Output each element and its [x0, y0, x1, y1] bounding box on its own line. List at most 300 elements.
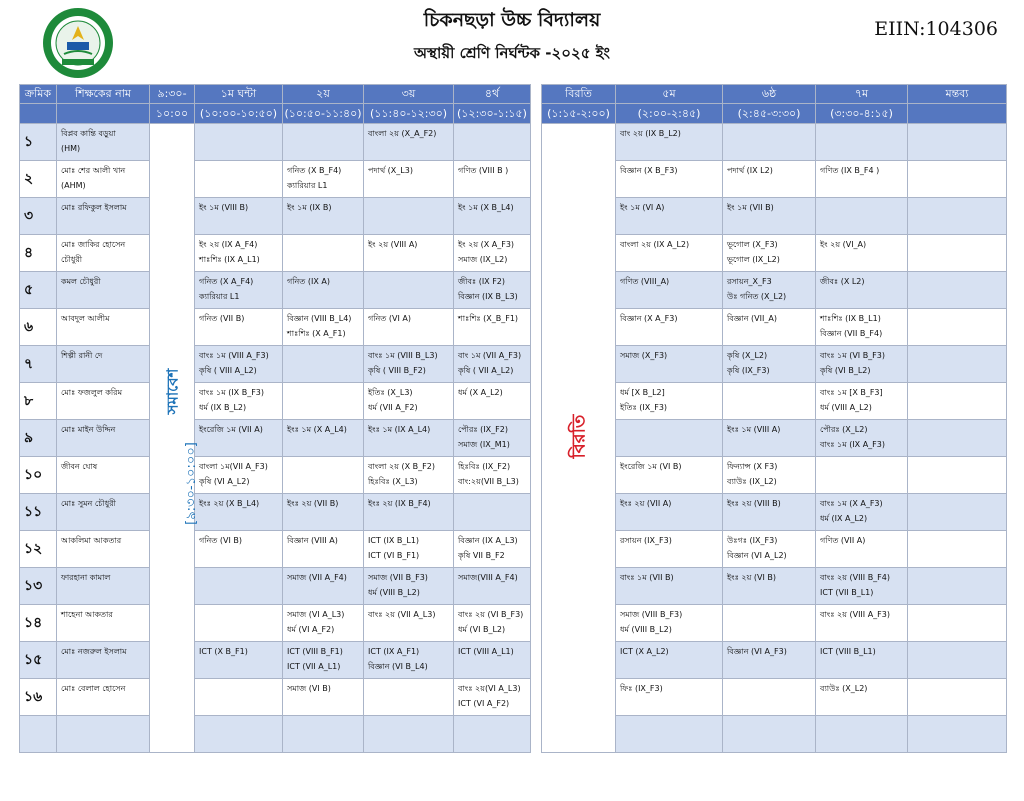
cell-line: পৌরঃ (IX_F2)	[458, 425, 508, 434]
period-cell-p5	[616, 272, 723, 309]
period-cell-p6	[723, 198, 816, 235]
period-cell-p2	[283, 457, 364, 494]
cell-line: ভূগোল (X_F3)	[727, 240, 778, 249]
cell-line: বিজ্ঞান (VI A_F3)	[727, 647, 787, 656]
teacher-name-cell	[57, 568, 150, 605]
period-cell-p1	[195, 568, 283, 605]
remarks-cell	[908, 457, 1007, 494]
period-cell-p2	[283, 161, 364, 198]
header-period-1-time: (১০:০০-১০:৫০)	[195, 104, 283, 124]
period-cell-p1	[195, 642, 283, 679]
header-remarks: মন্তব্য	[908, 85, 1007, 104]
period-cell-p3	[364, 235, 454, 272]
serial-cell: ১০	[20, 457, 57, 494]
teacher-name-cell	[57, 642, 150, 679]
cell-line: ইং ২য় (VI_A)	[820, 240, 867, 249]
cell-line: বাং:২য়(VII B_L3)	[458, 477, 519, 486]
header-serial: ক্রমিক	[20, 85, 57, 104]
cell-line: গনিত (X B_F4)	[287, 166, 342, 175]
cell-line: ধর্ম (VIII B_L2)	[368, 588, 420, 597]
cell-line: ICT (X B_F1)	[199, 647, 248, 656]
cell-line: ইং ২য় (VIII A)	[368, 240, 418, 249]
cell-line: গনিত (VI A)	[368, 314, 411, 323]
period-cell-p5	[616, 679, 723, 716]
teacher-name-cell	[57, 531, 150, 568]
teacher-name-cell	[57, 346, 150, 383]
serial-cell: ৮	[20, 383, 57, 420]
period-cell-p4	[454, 161, 531, 198]
serial-cell: ৬	[20, 309, 57, 346]
period-cell-p4	[454, 457, 531, 494]
remarks-cell	[908, 716, 1007, 753]
period-cell-p5	[616, 383, 723, 420]
cell-line: ইং ১ম (VI A)	[620, 203, 665, 212]
period-cell-p1	[195, 457, 283, 494]
table-row	[20, 457, 531, 494]
cell-line: রসায়ন_X_F3	[727, 277, 772, 286]
teacher-name-cell	[57, 605, 150, 642]
cell-line: কৃষি ( VII A_L2)	[458, 366, 514, 375]
period-cell-p4	[454, 568, 531, 605]
cell-line: মোঃ জাকির হোসেন	[61, 240, 126, 249]
cell-line: কৃষি (VI B_L2)	[820, 366, 871, 375]
header-serial-blank	[20, 104, 57, 124]
remarks-cell	[908, 494, 1007, 531]
serial-cell: ১৪	[20, 605, 57, 642]
period-cell-p2	[283, 420, 364, 457]
table-row	[20, 309, 531, 346]
cell-line: (HM)	[61, 144, 81, 153]
cell-line: উঃ গনিত (X_L2)	[727, 292, 787, 301]
cell-line: শাঃশিঃ (IX A_L1)	[199, 255, 260, 264]
period-cell-p4	[454, 309, 531, 346]
period-cell-p5	[616, 642, 723, 679]
cell-line: বাংলা ২য় (IX A_L2)	[620, 240, 690, 249]
period-cell-p7	[816, 494, 908, 531]
cell-line: ICT (VIII B_F1)	[287, 647, 343, 656]
cell-line: ICT (IX B_L1)	[368, 536, 420, 545]
period-cell-p2	[283, 235, 364, 272]
period-cell-p3	[364, 568, 454, 605]
cell-line: ইংঃ ২য় (VII B)	[287, 499, 339, 508]
teacher-name-cell	[57, 198, 150, 235]
cell-line: ICT (VI B_F1)	[368, 551, 420, 560]
cell-line: সমাজ (VII B_F3)	[368, 573, 428, 582]
cell-line: ইংঃ ২য় (VI B)	[727, 573, 776, 582]
period-cell-p4	[454, 198, 531, 235]
header-period-7-time: (৩:৩০-৪:১৫)	[816, 104, 908, 124]
period-cell-p5	[616, 457, 723, 494]
period-cell-p4	[454, 235, 531, 272]
cell-line: শাহেনা আকতার	[61, 610, 113, 619]
teacher-name-cell	[57, 383, 150, 420]
cell-line: শাঃশিঃ (IX B_L1)	[820, 314, 881, 323]
cell-line: বাংঃ ২য় (VIII B_F4)	[820, 573, 890, 582]
header-break: বিরতি	[542, 85, 616, 104]
routine-table-left	[19, 84, 531, 753]
cell-line: ধর্ম (IX A_L2)	[820, 514, 868, 523]
period-cell-p3	[364, 309, 454, 346]
cell-line: বাং ২য় (IX B_L2)	[620, 129, 681, 138]
period-cell-p7	[816, 716, 908, 753]
cell-line: ইতিঃ (X_L3)	[368, 388, 413, 397]
teacher-name-cell	[57, 457, 150, 494]
cell-line: বাংঃ ১ম (VI B_F3)	[820, 351, 885, 360]
cell-line: পদার্থ (X_L3)	[368, 166, 413, 175]
eiin-number: EIIN:104306	[874, 18, 998, 40]
serial-cell	[20, 716, 57, 753]
cell-line: বাংঃ ১ম (VIII B_L3)	[368, 351, 438, 360]
cell-line: ক্যারিয়ার L1	[199, 292, 240, 301]
cell-line: মোঃ নজরুল ইসলাম	[61, 647, 127, 656]
cell-line: বাংলা ১ম(VII A_F3)	[199, 462, 268, 471]
table-row	[20, 198, 531, 235]
cell-line: আকলিমা আকতার	[61, 536, 122, 545]
teacher-name-cell	[57, 272, 150, 309]
serial-cell: ৫	[20, 272, 57, 309]
period-cell-p2	[283, 494, 364, 531]
serial-cell: ৯	[20, 420, 57, 457]
cell-line: ইং ১ম (VIII B)	[199, 203, 249, 212]
period-cell-p4	[454, 531, 531, 568]
period-cell-p4	[454, 716, 531, 753]
serial-cell: ১২	[20, 531, 57, 568]
cell-line: জীবঃ (IX F2)	[458, 277, 506, 286]
cell-line: ধর্ম (VI A_F2)	[287, 625, 335, 634]
period-cell-p4	[454, 494, 531, 531]
cell-line: (AHM)	[61, 181, 86, 190]
header-teacher-blank	[57, 104, 150, 124]
period-cell-p5	[616, 346, 723, 383]
cell-line: কৃষি (X_L2)	[727, 351, 768, 360]
period-cell-p4	[454, 272, 531, 309]
cell-line: কৃষি (VI A_L2)	[199, 477, 250, 486]
period-cell-p5	[616, 161, 723, 198]
cell-line: বাংলা ২য় (X B_F2)	[368, 462, 435, 471]
period-cell-p2	[283, 716, 364, 753]
remarks-cell	[908, 309, 1007, 346]
period-cell-p4	[454, 124, 531, 161]
cell-line: ইংঃ ২য় (X B_L4)	[199, 499, 260, 508]
cell-line: হিঃবিঃ (IX_F2)	[458, 462, 511, 471]
remarks-cell	[908, 531, 1007, 568]
period-cell-p3	[364, 420, 454, 457]
period-cell-p6	[723, 346, 816, 383]
cell-line: ইতিঃ (IX_F3)	[620, 403, 668, 412]
cell-line: বিজ্ঞান (X A_F3)	[620, 314, 678, 323]
cell-line: ইংঃ ২য় (IX B_F4)	[368, 499, 431, 508]
table-row	[542, 124, 1007, 161]
teacher-name-cell	[57, 494, 150, 531]
period-cell-p7	[816, 568, 908, 605]
period-cell-p1	[195, 494, 283, 531]
cell-line: বিজ্ঞান (VI B_L4)	[368, 662, 428, 671]
cell-line: সমাজ (VIII B_F3)	[620, 610, 683, 619]
table-row	[20, 494, 531, 531]
cell-line: গনিত (VI B)	[199, 536, 242, 545]
teacher-name-cell	[57, 679, 150, 716]
period-cell-p3	[364, 605, 454, 642]
cell-line: গণিত (IX B_F4 )	[820, 166, 880, 175]
cell-line: শিল্পী রানী দে	[61, 351, 103, 360]
serial-cell: ১১	[20, 494, 57, 531]
serial-cell: ১	[20, 124, 57, 161]
period-cell-p7	[816, 272, 908, 309]
cell-line: চৌধুরী	[61, 255, 83, 264]
table-row	[20, 124, 531, 161]
period-cell-p7	[816, 346, 908, 383]
period-cell-p5	[616, 494, 723, 531]
table-row	[20, 605, 531, 642]
cell-line: ধর্ম (VIII A_L2)	[820, 403, 872, 412]
cell-line: গনিত (IX A)	[287, 277, 330, 286]
cell-line: সমাজ (VII A_F4)	[287, 573, 347, 582]
period-cell-p3	[364, 531, 454, 568]
period-cell-p1	[195, 198, 283, 235]
cell-line: বিজ্ঞান (VII B_F4)	[820, 329, 883, 338]
period-cell-p6	[723, 235, 816, 272]
period-cell-p2	[283, 198, 364, 235]
remarks-cell	[908, 679, 1007, 716]
break-cell	[542, 124, 616, 753]
cell-line: ক্যারিয়ার L1	[287, 181, 328, 190]
period-cell-p1	[195, 420, 283, 457]
cell-line: ব্যাউঃ (IX_L2)	[727, 477, 777, 486]
cell-line: ইং ১ম (X B_L4)	[458, 203, 514, 212]
cell-line: বাংঃ ১ম (X A_F3)	[820, 499, 883, 508]
period-cell-p3	[364, 346, 454, 383]
cell-line: বাংঃ ১ম [X B_F3]	[820, 388, 883, 397]
cell-line: সমাজ (X_F3)	[620, 351, 668, 360]
period-cell-p2	[283, 568, 364, 605]
period-cell-p7	[816, 420, 908, 457]
cell-line: ইংরেজি ১ম (VII A)	[199, 425, 263, 434]
table-row	[20, 420, 531, 457]
cell-line: বাংঃ ১ম (IX A_F3)	[820, 440, 885, 449]
period-cell-p3	[364, 716, 454, 753]
cell-line: শাঃশিঃ (X_B_F1)	[458, 314, 519, 323]
period-cell-p1	[195, 383, 283, 420]
cell-line: পৌরঃ (X_L2)	[820, 425, 868, 434]
cell-line: কৃষি ( VIII A_L2)	[199, 366, 257, 375]
header-remarks-blank	[908, 104, 1007, 124]
period-cell-p6	[723, 124, 816, 161]
remarks-cell	[908, 235, 1007, 272]
cell-line: ফিঃ (IX_F3)	[620, 684, 663, 693]
cell-line: ইং ১ম (VII B)	[727, 203, 774, 212]
table-row	[20, 642, 531, 679]
serial-cell: ২	[20, 161, 57, 198]
cell-line: ICT (VIII A_L1)	[458, 647, 514, 656]
period-cell-p3	[364, 124, 454, 161]
cell-line: ইং ১ম (IX B)	[287, 203, 332, 212]
period-cell-p7	[816, 531, 908, 568]
period-cell-p3	[364, 642, 454, 679]
period-cell-p6	[723, 716, 816, 753]
cell-line: কমল চৌধুরী	[61, 277, 101, 286]
period-cell-p1	[195, 346, 283, 383]
table-row	[20, 161, 531, 198]
header-period-3-time: (১১:৪০-১২:৩০)	[364, 104, 454, 124]
table-row	[20, 568, 531, 605]
serial-cell: ১৫	[20, 642, 57, 679]
school-name: চিকনছড়া উচ্চ বিদ্যালয়	[423, 9, 601, 31]
routine-subtitle: অস্থায়ী শ্রেণি নির্ঘন্টক -২০২৫ ইং	[414, 44, 610, 62]
period-cell-p2	[283, 642, 364, 679]
cell-line: ধর্ম (VIII B_L2)	[620, 625, 672, 634]
cell-line: ইংরেজি ১ম (VI B)	[620, 462, 682, 471]
period-cell-p4	[454, 605, 531, 642]
cell-line: বাংঃ ১ম (VIII A_F3)	[199, 351, 269, 360]
cell-line: গণিত (VII A)	[820, 536, 866, 545]
period-cell-p5	[616, 531, 723, 568]
cell-line: গনিত (X A_F4)	[199, 277, 254, 286]
cell-line: পদার্থ (IX L2)	[727, 166, 773, 175]
period-cell-p7	[816, 605, 908, 642]
cell-line: বিপ্লব কান্তি বড়ুয়া	[61, 129, 116, 138]
cell-line: ধর্ম (VI B_L2)	[458, 625, 506, 634]
period-cell-p4	[454, 420, 531, 457]
cell-line: সমাজ (IX_M1)	[458, 440, 510, 449]
period-cell-p4	[454, 642, 531, 679]
cell-line: বিজ্ঞান (VII_A)	[727, 314, 777, 323]
serial-cell: ১৬	[20, 679, 57, 716]
period-cell-p7	[816, 124, 908, 161]
cell-line: মোঃ মাইন উদ্দিন	[61, 425, 116, 434]
period-cell-p7	[816, 642, 908, 679]
teacher-name-cell	[57, 161, 150, 198]
period-cell-p2	[283, 383, 364, 420]
table-row	[20, 272, 531, 309]
cell-line: ইংঃ ১ম (X A_L4)	[287, 425, 347, 434]
cell-line: গনিত (VII B)	[199, 314, 245, 323]
teacher-name-cell	[57, 235, 150, 272]
header-period-5-time: (২:০০-২:৪৫)	[616, 104, 723, 124]
cell-line: ইংঃ ২য় (VII A)	[620, 499, 672, 508]
header-break-time: (১:১৫-২:০০)	[542, 104, 616, 124]
remarks-cell	[908, 124, 1007, 161]
remarks-cell	[908, 420, 1007, 457]
cell-line: মোঃ ফজলুল করিম	[61, 388, 123, 397]
period-cell-p4	[454, 383, 531, 420]
period-cell-p5	[616, 716, 723, 753]
cell-line: ICT (VIII B_L1)	[820, 647, 876, 656]
header-teacher: শিক্ষকের নাম	[57, 85, 150, 104]
period-cell-p2	[283, 309, 364, 346]
period-cell-p1	[195, 531, 283, 568]
teacher-name-cell	[57, 716, 150, 753]
period-cell-p1	[195, 124, 283, 161]
period-cell-p5	[616, 309, 723, 346]
routine-table-right	[541, 84, 1007, 753]
period-cell-p1	[195, 716, 283, 753]
cell-line: বাংলা ২য় (X_A_F2)	[368, 129, 437, 138]
period-cell-p7	[816, 309, 908, 346]
cell-line: গণিত (VIII_A)	[620, 277, 670, 286]
period-cell-p2	[283, 679, 364, 716]
cell-line: মোঃ বেলাল হোসেন	[61, 684, 126, 693]
remarks-cell	[908, 346, 1007, 383]
cell-line: জীবন ঘোষ	[61, 462, 98, 471]
period-cell-p6	[723, 568, 816, 605]
period-cell-p3	[364, 272, 454, 309]
cell-line: ফিন্যান্স (X F3)	[727, 462, 778, 471]
table-row	[20, 531, 531, 568]
period-cell-p3	[364, 494, 454, 531]
cell-line: ফারহানা কামাল	[61, 573, 111, 582]
header-period-3: ৩য়	[364, 85, 454, 104]
cell-line: বিজ্ঞান (IX A_L3)	[458, 536, 518, 545]
header-period-1: ১ম ঘন্টা	[195, 85, 283, 104]
cell-line: ICT (VII A_L1)	[287, 662, 341, 671]
header-period-5: ৫ম	[616, 85, 723, 104]
remarks-cell	[908, 642, 1007, 679]
period-cell-p6	[723, 605, 816, 642]
cell-line: সমাজ (IX_L2)	[458, 255, 508, 264]
period-cell-p3	[364, 161, 454, 198]
cell-line: বাংঃ ২য়(VI A_L3)	[458, 684, 521, 693]
teacher-name-cell	[57, 309, 150, 346]
assembly-time-label: [৯:৩০-১০:০০]	[183, 442, 199, 525]
cell-line: ভূগোল (IX_L2)	[727, 255, 780, 264]
period-cell-p1	[195, 161, 283, 198]
table-row	[20, 679, 531, 716]
cell-line: ICT (VII B_L1)	[820, 588, 874, 597]
period-cell-p6	[723, 531, 816, 568]
period-cell-p6	[723, 679, 816, 716]
remarks-cell	[908, 272, 1007, 309]
period-cell-p1	[195, 679, 283, 716]
period-cell-p6	[723, 494, 816, 531]
period-cell-p7	[816, 679, 908, 716]
break-label: বিরতি	[567, 414, 589, 459]
serial-cell: ৩	[20, 198, 57, 235]
period-cell-p7	[816, 235, 908, 272]
cell-line: কৃষি (IX_F3)	[727, 366, 770, 375]
cell-line: শাঃশিঃ (X A_F1)	[287, 329, 346, 338]
cell-line: বিজ্ঞান (X B_F3)	[620, 166, 678, 175]
cell-line: জীবঃ (X L2)	[820, 277, 865, 286]
period-cell-p2	[283, 124, 364, 161]
period-cell-p1	[195, 235, 283, 272]
period-cell-p3	[364, 198, 454, 235]
header-assembly-time-bottom: ১০:০০	[150, 104, 195, 124]
cell-line: ইং ২য় (X A_F3)	[458, 240, 515, 249]
period-cell-p6	[723, 420, 816, 457]
cell-line: বাংঃ ২য় (VII A_L3)	[368, 610, 436, 619]
teacher-name-cell	[57, 124, 150, 161]
cell-line: ধর্ম (VII A_F2)	[368, 403, 418, 412]
cell-line: ধর্ম (X A_L2)	[458, 388, 503, 397]
cell-line: গণিত (VIII B )	[458, 166, 509, 175]
cell-line: বিজ্ঞান (VI A_L2)	[727, 551, 787, 560]
cell-line: কৃষি VII B_F2	[458, 551, 505, 560]
cell-line: বাংঃ ১ম (IX B_F3)	[199, 388, 265, 397]
header-period-7: ৭ম	[816, 85, 908, 104]
period-cell-p5	[616, 605, 723, 642]
cell-line: ICT (X A_L2)	[620, 647, 669, 656]
period-cell-p1	[195, 605, 283, 642]
cell-line: হিঃবিঃ (X_L3)	[368, 477, 418, 486]
period-cell-p7	[816, 198, 908, 235]
cell-line: মোঃ শের আলী খান	[61, 166, 126, 175]
cell-line: ইং ২য় (IX A_F4)	[199, 240, 258, 249]
period-cell-p7	[816, 161, 908, 198]
cell-line: বিজ্ঞান (VIII A)	[287, 536, 338, 545]
cell-line: ICT (IX A_F1)	[368, 647, 420, 656]
period-cell-p5	[616, 235, 723, 272]
period-cell-p2	[283, 531, 364, 568]
